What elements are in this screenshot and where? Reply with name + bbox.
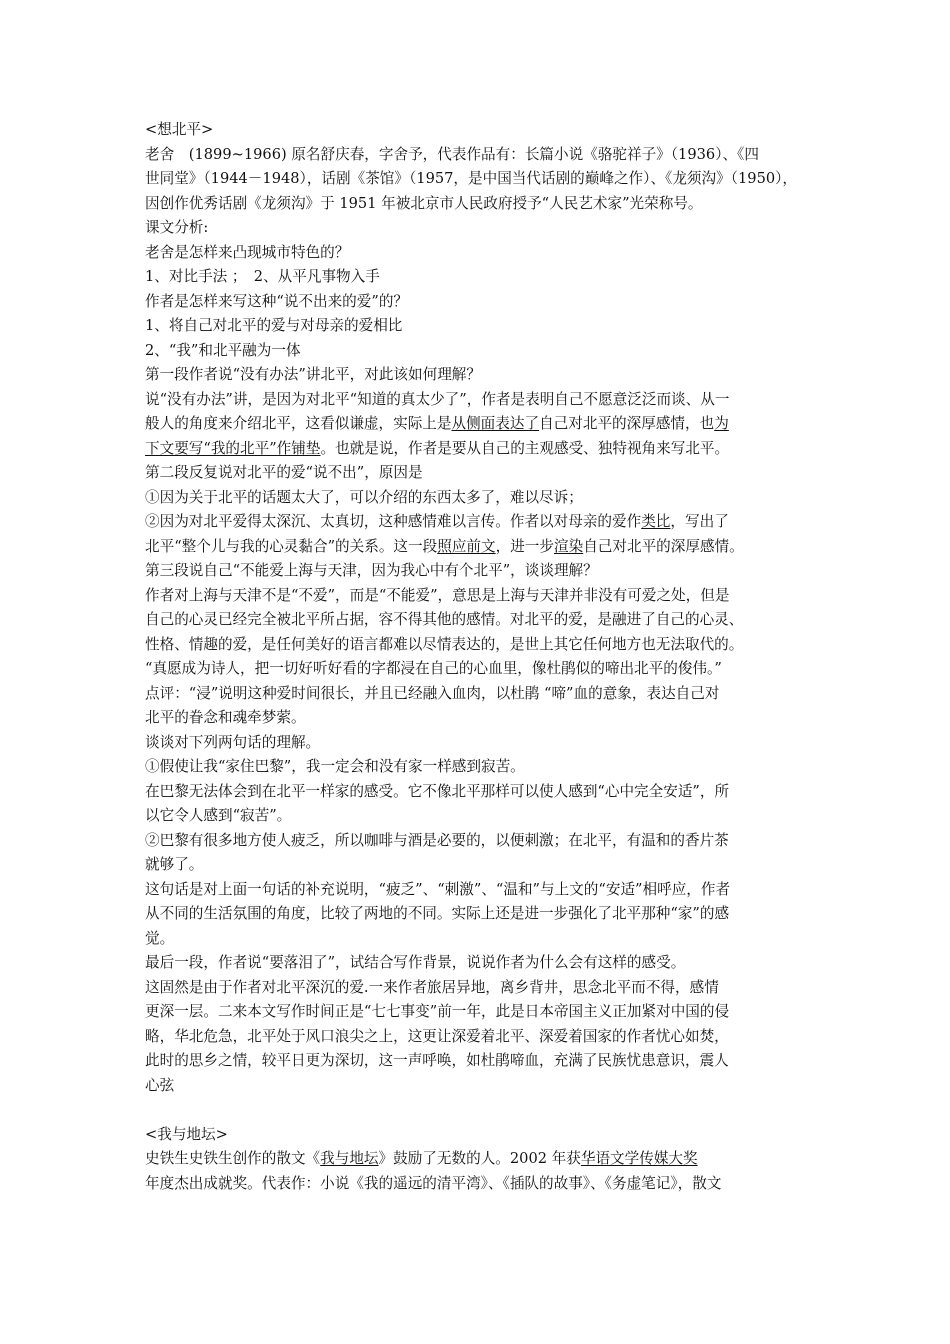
underlined-text: 下文要写“我的北平”作铺垫 xyxy=(145,439,321,457)
text-line: 第一段作者说“没有办法”讲北平，对此该如何理解？ xyxy=(145,366,481,383)
text-line xyxy=(145,437,810,462)
text-run: 北平“整个儿与我的心灵黏合”的关系。这一段 xyxy=(145,537,438,555)
text-line: 说“没有办法”讲，是因为对北平“知道的真太少了”，作者是表明自己不愿意泛泛而谈、从一 xyxy=(145,390,730,408)
text-line: 第二段反复说对北平的爱“说不出”，原因是 xyxy=(145,464,423,481)
text-line: ①因为关于北平的话题太大了，可以介绍的东西太多了，难以尽诉； xyxy=(145,488,583,506)
blank-line xyxy=(145,1098,810,1123)
text-line: 老舍是怎样来凸现城市特色的？ xyxy=(145,243,350,261)
text-line: 以它令人感到“寂苦”。 xyxy=(145,807,292,824)
text-line xyxy=(145,1147,810,1172)
text-line: 此时的思乡之情，较平日更为深切，这一声呼唤，如杜鹃啼血，充满了民族忧患意识，震人 xyxy=(145,1052,729,1069)
text-line: 课文分析: xyxy=(145,219,209,236)
underlined-text: 渲染 xyxy=(554,537,584,555)
text-run: ②因为对北平爱得太深沉、太真切，这种感情难以言传。作者以对母亲的爱作 xyxy=(145,513,642,530)
text-line: 最后一段，作者说“要落泪了”，试结合写作背景，说说作者为什么会有这样的感受。 xyxy=(145,954,686,971)
text-run: 。也就是说，作者是要从自己的主观感受、独特视角来写北平。 xyxy=(320,439,730,457)
text-line: 第三段说自己“不能爱上海与天津，因为我心中有个北平”，谈谈理解？ xyxy=(145,562,598,579)
text-line: 1、将自己对北平的爱与对母亲的爱相比 xyxy=(145,317,403,334)
text-line: 略，华北危急，北平处于风口浪尖之上，这更让深爱着北平、深爱着国家的作者忧心如焚， xyxy=(145,1027,729,1045)
text-line: 更深一层。二来本文写作时间正是“七七事变”前一年，此是日本帝国主义正加紧对中国的侵 xyxy=(145,1003,730,1020)
text-line: 年度杰出成就奖。代表作：小说《我的遥远的清平湾》、《插队的故事》、《务虚笔记》，散文 xyxy=(145,1174,722,1192)
text-run: 史铁生史铁生创作的散文《 xyxy=(145,1150,321,1167)
text-line xyxy=(145,510,810,535)
text-line: ②巴黎有很多地方使人疲乏，所以咖啡与酒是必要的，以便刺激；在北平，有温和的香片茶 xyxy=(145,831,729,849)
text-line xyxy=(145,412,810,437)
text-line: 这固然是由于作者对北平深沉的爱.一来作者旅居异地，离乡背井，思念北平而不得，感情 xyxy=(145,978,719,996)
underlined-text: 从侧面表达了 xyxy=(451,415,540,432)
underlined-text: 我与地坛 xyxy=(320,1150,379,1167)
section-title: <我与地坛> xyxy=(145,1125,228,1143)
text-run: 》鼓励了无数的人。2002 年获 xyxy=(378,1150,581,1167)
text-line: 这句话是对上面一句话的补充说明，“疲乏”、“刺激”、“温和”与上文的“安适”相呼应，作者 xyxy=(145,880,731,898)
text-line: 北平的眷念和魂牵梦萦。 xyxy=(145,709,306,726)
text-line: 1、对比手法 ； 2、从平凡事物入手 xyxy=(145,268,380,285)
text-line: “真愿成为诗人，把一切好听好看的字都浸在自己的心血里，像杜鹃似的啼出北平的俊伟。” xyxy=(145,660,722,677)
underlined-text: 为 xyxy=(714,415,729,432)
text-run: ，进一步 xyxy=(495,537,554,555)
text-line: 觉。 xyxy=(145,929,175,947)
text-run: 般人的角度来介绍北平，这看似谦虚，实际上是 xyxy=(145,415,452,432)
underlined-text: 类比 xyxy=(641,513,671,530)
text-run: 自己对北平的深厚感情。 xyxy=(583,537,744,555)
text-line: 在巴黎无法体会到在北平一样家的感受。它不像北平那样可以使人感到“心中完全安适”，所 xyxy=(145,782,730,800)
text-line: 因创作优秀话剧《龙须沟》于 1951 年被北京市人民政府授予“人民艺术家”光荣称号。 xyxy=(145,194,703,212)
text-line xyxy=(145,535,810,560)
text-line: 2、“我”和北平融为一体 xyxy=(145,341,301,359)
text-line: 谈谈对下列两句话的理解。 xyxy=(145,733,321,751)
text-line: 点评：“浸”说明这种爱时间很长，并且已经融入血肉，以杜鹃 “啼”血的意象，表达自己对 xyxy=(145,684,720,702)
text-line: 就够了。 xyxy=(145,856,204,873)
text-line: 心弦 xyxy=(145,1076,175,1094)
text-line: 世同堂》（1944－1948），话剧《茶馆》（1957，是中国当代话剧的巅峰之作）、《龙须沟》（1950）， xyxy=(145,170,798,187)
document-page xyxy=(145,118,810,1196)
text-line: 从不同的生活氛围的角度，比较了两地的不同。实际上还是进一步强化了北平那种“家”的感 xyxy=(145,905,730,922)
underlined-text: 华语文学传媒大奖 xyxy=(580,1150,698,1167)
text-run: ，写出了 xyxy=(670,513,729,530)
text-run: 自己对北平的深厚感情，也 xyxy=(539,415,715,432)
text-line: 作者对上海与天津不是“不爱”，而是“不能爱”，意思是上海与天津并非没有可爱之处，但是 xyxy=(145,586,730,604)
text-line: 自己的心灵已经完全被北平所占据，容不得其他的感情。对北平的爱，是融进了自己的心灵、 xyxy=(145,611,744,628)
text-line: ①假使让我“家住巴黎”，我一定会和没有家一样感到寂苦。 xyxy=(145,758,525,775)
underlined-text: 照应前文 xyxy=(437,537,496,555)
text-line: 性格、情趣的爱，是任何美好的语言都难以尽情表达的，是世上其它任何地方也无法取代的。 xyxy=(145,635,744,653)
text-line: 老舍 (1899~1966) 原名舒庆春，字舍予，代表作品有：长篇小说《骆驼祥子》（1936）、《四 xyxy=(145,145,759,163)
section-title: <想北平> xyxy=(145,121,214,138)
text-line: 作者是怎样来写这种“说不出来的爱”的？ xyxy=(145,292,409,310)
